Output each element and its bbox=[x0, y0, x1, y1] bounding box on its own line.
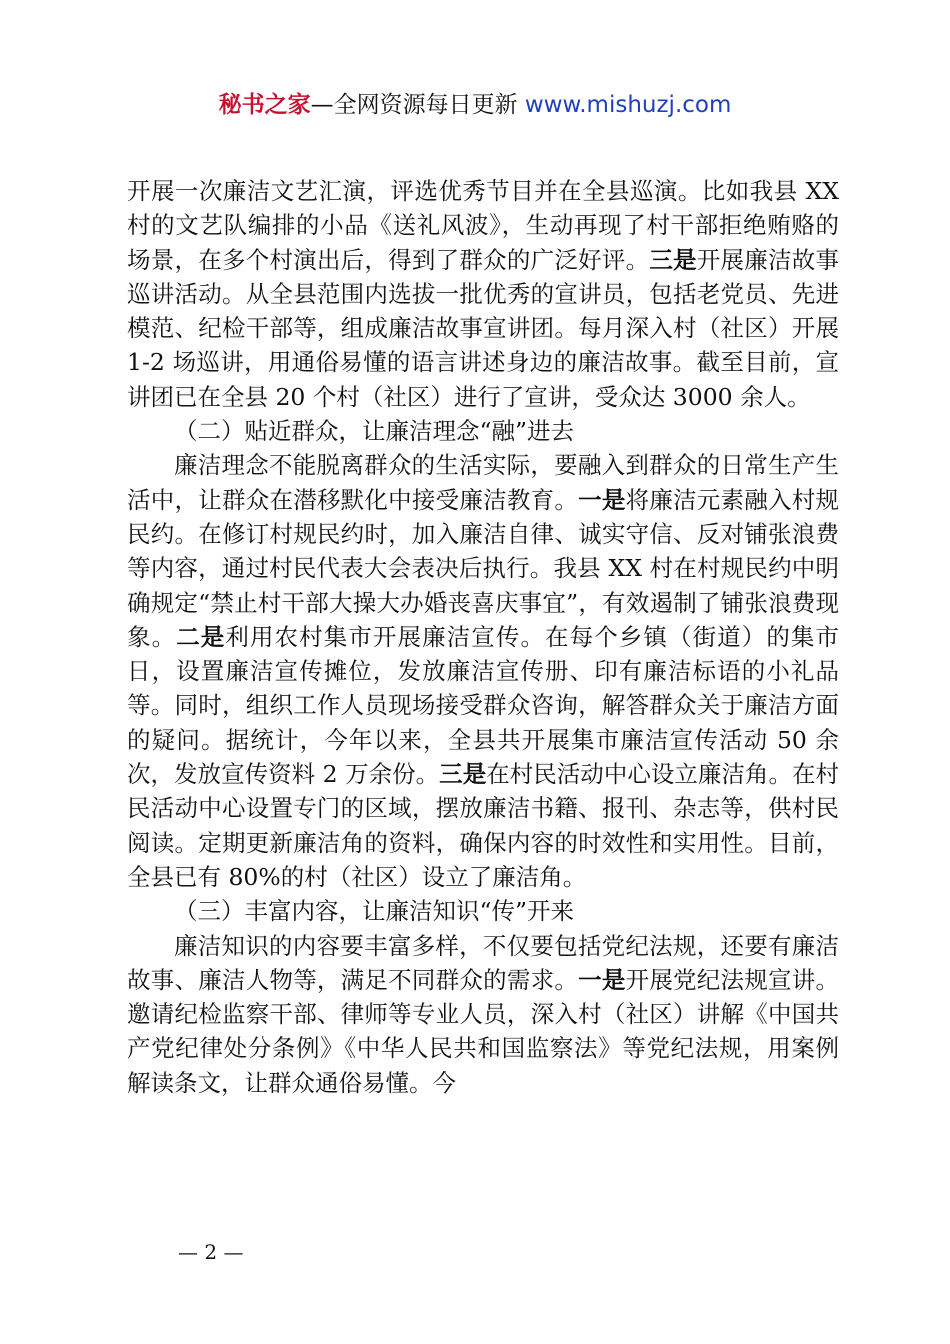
bold-lead-phrase: 三是 bbox=[439, 760, 487, 789]
section-heading bbox=[127, 894, 839, 928]
paragraph-text: （三）丰富内容，让廉洁知识“传”开来 bbox=[174, 897, 575, 926]
bold-lead-phrase: 一是 bbox=[578, 485, 626, 514]
header-brand: 秘书之家 bbox=[218, 92, 311, 118]
body-paragraph bbox=[127, 929, 839, 1100]
bold-lead-phrase: 三是 bbox=[649, 245, 697, 274]
paragraph-text: 在村民活动中心设立廉洁角。在村民活动中心设置专门的区域，摆放廉洁书籍、报刊、杂志等，供村民阅读。定期更新廉洁角的资料，确保内容的时效性和实用性。目前，全县已有 80%的村（社区）设立了廉洁角。 bbox=[127, 760, 839, 891]
page-header bbox=[0, 90, 950, 120]
paragraph-text: 将廉洁元素融入村规民约。在修订村规民约时，加入廉洁自律、诚实守信、反对铺张浪费等内容，通过村民代表大会表决后执行。我县 XX 村在村规民约中明确规定“禁止村干部大操大办婚丧喜庆事宜”，有效遏制了铺张浪费现象。 bbox=[127, 485, 840, 651]
section-heading bbox=[127, 414, 839, 448]
paragraph-text: 开展廉洁故事巡讲活动。从全县范围内选拔一批优秀的宣讲员，包括老党员、先进模范、纪检干部等，组成廉洁故事宣讲团。每月深入村（社区）开展 1-2 场巡讲，用通俗易懂的语言讲述身边的廉洁故事。截至目前，宣讲团已在全县 20 个村（社区）进行了宣讲，受众达 3000 余人。 bbox=[127, 245, 840, 411]
paragraph-text: （二）贴近群众，让廉洁理念“融”进去 bbox=[174, 417, 575, 446]
paragraph-text: 廉洁知识的内容要丰富多样，不仅要包括党纪法规，还要有廉洁故事、廉洁人物等，满足不同群众的需求。 bbox=[127, 931, 839, 994]
header-url[interactable]: www.mishuzj.com bbox=[524, 92, 732, 118]
document-body bbox=[127, 174, 839, 1100]
paragraph-text: 廉洁理念不能脱离群众的生活实际，要融入到群众的日常生产生活中，让群众在潜移默化中接受廉洁教育。 bbox=[127, 451, 839, 514]
paragraph-text: 开展一次廉洁文艺汇演，评选优秀节目并在全县巡演。比如我县 XX 村的文艺队编排的小品《送礼风波》，生动再现了村干部拒绝贿赂的场景，在多个村演出后，得到了群众的广泛好评。 bbox=[127, 177, 839, 274]
header-tagline: —全网资源每日更新 bbox=[310, 92, 525, 118]
bold-lead-phrase: 二是 bbox=[176, 622, 226, 651]
paragraph-text: 开展党纪法规宣讲。邀请纪检监察干部、律师等专业人员，深入村（社区）讲解《中国共产党纪律处分条例》《中华人民共和国监察法》等党纪法规，用案例解读条文，让群众通俗易懂。今 bbox=[127, 965, 840, 1097]
body-paragraph bbox=[127, 174, 839, 414]
page-number: — 2 — bbox=[178, 1240, 244, 1264]
bold-lead-phrase: 一是 bbox=[578, 965, 626, 994]
paragraph-text: 利用农村集市开展廉洁宣传。在每个乡镇（街道）的集市日，设置廉洁宣传摊位，发放廉洁宣传册、印有廉洁标语的小礼品等。同时，组织工作人员现场接受群众咨询，解答群众关于廉洁方面的疑问。据统计，今年以来，全县共开展集市廉洁宣传活动 50 余次，发放宣传资料 2 万余份。 bbox=[127, 622, 840, 789]
body-paragraph bbox=[127, 448, 839, 894]
